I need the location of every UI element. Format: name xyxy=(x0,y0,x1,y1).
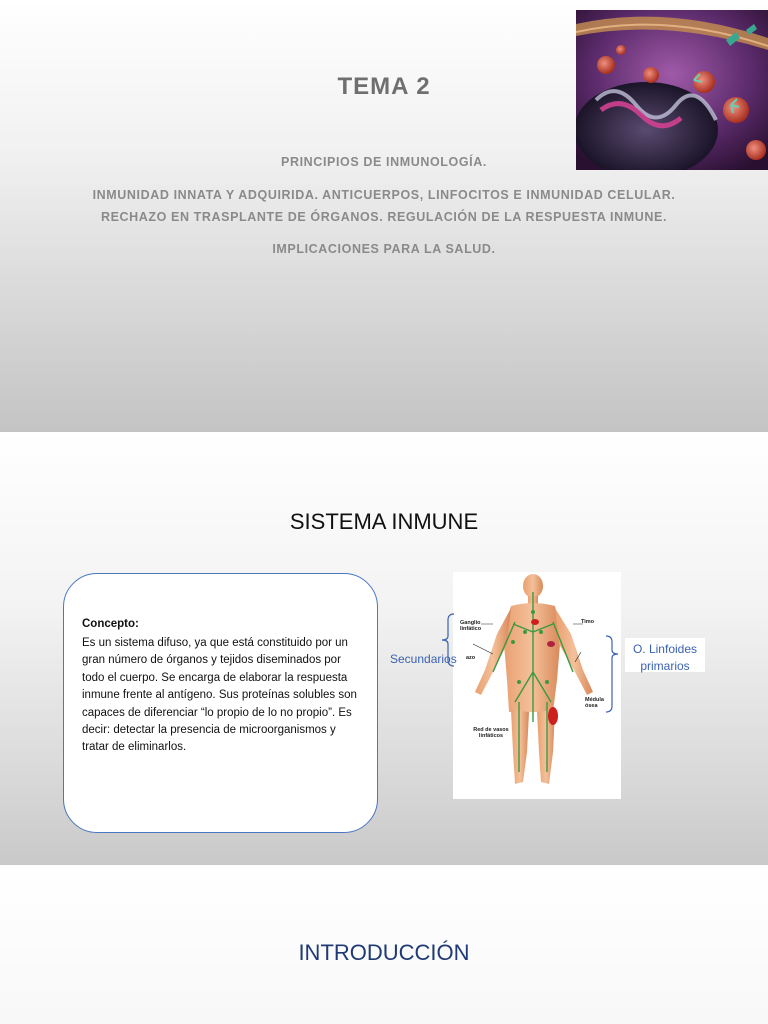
concept-box xyxy=(63,573,378,833)
intro-title: INTRODUCCIÓN xyxy=(298,940,470,965)
concept-text: Es un sistema difuso, ya que está constituido por un gran número de órganos y tejidos diseminados por todo el cuerpo. Se encarga de elaborar la respuesta inmune frente al antígeno. Sus proteínas solubles son capaces de diferenciar “lo propio de lo no propio”. Es decir: detectar la presencia de microorganismos y tratar de eliminarlos. xyxy=(82,637,357,754)
subtitle-line-3: RECHAZO EN TRASPLANTE DE ÓRGANOS. REGULACIÓN DE LA RESPUESTA INMUNE. xyxy=(100,210,668,224)
subtitle-line-2: INMUNIDAD INNATA Y ADQUIRIDA. ANTICUERPOS, LINFOCITOS E INMUNIDAD CELULAR. xyxy=(92,188,676,202)
slide-introduccion xyxy=(0,866,768,1024)
label-bazo: azo xyxy=(466,655,476,661)
lymphatic-system-figure xyxy=(453,572,621,799)
primarios-line-1: O. Linfoides xyxy=(632,642,698,656)
concept-heading: Concepto: xyxy=(82,618,139,630)
human-body-drawing xyxy=(453,572,621,799)
primarios-line-2: primarios xyxy=(640,659,690,673)
label-timo: Timo xyxy=(581,619,595,625)
subtitle-line-1: PRINCIPIOS DE INMUNOLOGÍA. xyxy=(281,155,487,169)
slide-cover xyxy=(0,0,768,432)
slide-sistema-inmune xyxy=(0,432,768,865)
label-medula: Médula ósea xyxy=(585,697,604,709)
label-ganglio: Ganglio linfático xyxy=(460,620,482,632)
label-red-vasos: Red de vasos linfáticos xyxy=(473,727,509,739)
secundarios-label: Secundarios xyxy=(390,652,457,666)
primarios-bracket xyxy=(604,634,620,714)
slide-title: SISTEMA INMUNE xyxy=(289,509,479,534)
primarios-label-box xyxy=(625,638,705,672)
cover-title: TEMA 2 xyxy=(337,73,431,100)
subtitle-line-4: IMPLICACIONES PARA LA SALUD. xyxy=(272,242,496,256)
